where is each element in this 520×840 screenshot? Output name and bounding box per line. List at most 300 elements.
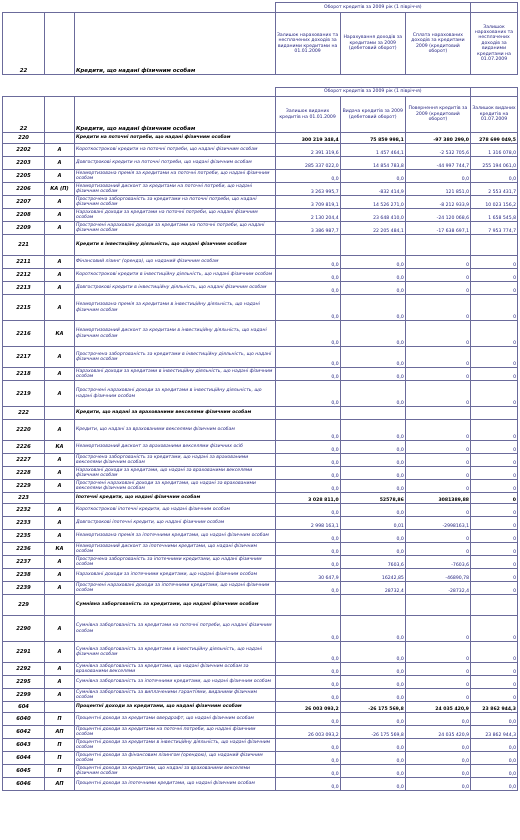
row-type: А [45,282,75,295]
row-value: 0,0 [275,713,340,726]
row-value: 0,0 [340,480,405,493]
row-type: А [45,209,75,222]
row-value: 0,0 [275,282,340,295]
row-type: А [45,256,75,269]
row-value: 0 [405,420,470,441]
row-name: Сумнівна заборгованість за іпотечними кредитами, що надані фізичним особам [75,676,276,689]
row-value: 0,0 [340,170,405,183]
row-value: 0,0 [275,454,340,467]
row-value: 0,0 [275,321,340,347]
table-row [3,530,518,543]
row-value: 0 [471,616,518,642]
row-type: П [45,739,75,752]
row-code: 2233 [3,517,45,530]
row-value [471,235,518,256]
gap [2,75,518,87]
row-value: 0 [471,493,518,504]
row-name: Сумнівна заборгованість за виплаченими гарантіями, виданими фізичним особам [75,689,276,702]
row-code: 6046 [3,778,45,791]
table-row [3,504,518,517]
row-name: Довгострокові іпотечні кредити, що надані фізичним особам [75,517,276,530]
blank-cell [45,3,75,13]
row-value: 0 [471,295,518,321]
row-code: 2213 [3,282,45,295]
row-code: 2209 [3,222,45,235]
row-value: 0 [405,454,470,467]
row-value: 26 003 093,2 [275,726,340,739]
row-code: 2295 [3,676,45,689]
row-value: 0 [471,420,518,441]
row-value: 0,0 [275,269,340,282]
row-value: 0,0 [340,441,405,454]
row-name: Неамортизована премія за іпотечними кредитами, що надані фізичним особам [75,530,276,543]
row-type: А [45,347,75,368]
row-value: 26 003 093,2 [275,702,340,713]
row-name: Кредити в інвестиційну діяльність, що надані фізичним особам [75,235,276,256]
row-value: 3 386 987,7 [275,222,340,235]
table-row [3,282,518,295]
row-code: 2220 [3,420,45,441]
table-row [3,569,518,582]
col-header: Залишок виданих кредитів на 01.07.2009 [471,97,518,133]
row-name: Іпотечні кредити, що надані фізичним особам [75,493,276,504]
row-type: А [45,642,75,663]
row-value: 3 263 995,7 [275,183,340,196]
row-code: 2239 [3,582,45,595]
row-code: 222 [3,407,45,420]
row-value [471,595,518,616]
row-code: 2291 [3,642,45,663]
row-value: 0 [405,642,470,663]
row-type: А [45,222,75,235]
col-header: Сплата нарахованих доходів за кредитами 2009 (кредитовий оборот) [405,13,470,75]
row-value: 75 859 998,1 [340,133,405,144]
row-code: 2229 [3,480,45,493]
row-value: -44 997 744,7 [405,157,470,170]
row-value: 0 [405,269,470,282]
row-value: 0,0 [275,381,340,407]
row-value: 0,0 [340,765,405,778]
row-value: 1 658 545,8 [471,209,518,222]
row-value: 0,0 [471,713,518,726]
blank-cell [3,3,45,13]
row-value: 0,0 [340,256,405,269]
row-name: Процентні доходи за кредитами на поточні потреби, що надані фізичним особам [75,726,276,739]
table-row [3,209,518,222]
row-value: 0,0 [340,530,405,543]
table-row [3,467,518,480]
row-name: Процентні доходи за кредитами в інвестиційну діяльність, що надані фізичним особам [75,739,276,752]
row-type: П [45,752,75,765]
row-value: 0,0 [340,752,405,765]
table-row [3,157,518,170]
row-value: 0,0 [340,381,405,407]
row-value [405,235,470,256]
table-row [3,295,518,321]
row-value: 0,0 [471,170,518,183]
row-value: 0,0 [405,170,470,183]
row-value: 0,0 [275,441,340,454]
row-type: КА (П) [45,183,75,196]
table-row [3,595,518,616]
row-value: 0,0 [340,467,405,480]
row-value: 0,0 [405,739,470,752]
row-value: 0,0 [340,347,405,368]
row-type [45,235,75,256]
row-name: Нараховані доходи за іпотечними кредитами, що надані фізичним особам [75,569,276,582]
row-code: 2216 [3,321,45,347]
row-name: Неамортизований дисконт за іпотечними кредитами, що надані фізичним особам [75,543,276,556]
row-value: 0,0 [275,543,340,556]
row-name: Нараховані доходи за кредитами, що надані за врахованими векселями фізичним особам [75,467,276,480]
row-value: 3081389,88 [405,493,470,504]
table-row [3,517,518,530]
row-name: Неамортизований дисконт за врахованими векселями фізичних осіб [75,441,276,454]
row-value: 0,0 [340,676,405,689]
row-name: Сумнівна заборгованість за кредитами, що надані фізичним особам за врахованими векселями [75,663,276,676]
row-name: Неамортизована премія за кредитами на поточні потреби, що надані фізичним особам [75,170,276,183]
row-value: 24 035 420,9 [405,702,470,713]
row-value: 0,0 [340,663,405,676]
row-value: 0 [405,676,470,689]
row-type: А [45,196,75,209]
row-value: 23 862 944,3 [471,726,518,739]
row-value: 23 648 410,0 [340,209,405,222]
table-row [3,133,518,144]
blank-cell [3,88,45,97]
row-value: 0 [471,368,518,381]
row-value: 0 [405,368,470,381]
row-code: 2208 [3,209,45,222]
row-value: 0 [405,441,470,454]
row-value: 0,0 [275,752,340,765]
row-type: А [45,663,75,676]
row-name: Неамортизований дисконт за кредитами в інвестиційну діяльність, що надані фізичним особам [75,321,276,347]
row-name: Короткострокові кредити в інвестиційну діяльність, що надані фізичним особам [75,269,276,282]
row-value: 0,0 [340,420,405,441]
row-type: А [45,157,75,170]
row-value: 0 [471,256,518,269]
row-value: 0 [405,321,470,347]
row-value: -832 414,9 [340,183,405,196]
row-type: А [45,517,75,530]
row-value: 0 [471,556,518,569]
row-value: 0,0 [471,765,518,778]
row-value [405,595,470,616]
row-code: 2211 [3,256,45,269]
row-value: 0 [405,480,470,493]
col-header: Залишок нарахованих та несплачених доходів за виданими кредитами на 01.07.2009 [471,13,518,75]
table-row [3,616,518,642]
table-row [3,196,518,209]
col-header: Нарахування доходів за кредитами за 2009 (дебетовий оборот) [340,13,405,75]
row-value: 0 [471,582,518,595]
row-code: 2215 [3,295,45,321]
blank-cell [75,88,276,97]
row-name: Довгострокові кредити на поточні потреби, що надані фізичним особам [75,157,276,170]
row-code: 6042 [3,726,45,739]
row-type: А [45,454,75,467]
row-value: 0 [405,347,470,368]
col-header: Залишок виданих кредитів на 01.01.2009 [275,97,340,133]
row-value [340,235,405,256]
row-name: Прострочені нараховані доходи за кредитами на поточні потреби, що надані фізичним особам [75,222,276,235]
row-value: 0 [471,454,518,467]
row-code: 2226 [3,441,45,454]
row-code: 604 [3,702,45,713]
row-code: 2207 [3,196,45,209]
row-value: 0,0 [275,368,340,381]
row-value: -17 638 697,1 [405,222,470,235]
row-value: 1 316 078,0 [471,144,518,157]
row-value: 0 [471,441,518,454]
table-row [3,702,518,713]
row-value: 0,0 [275,663,340,676]
row-name: Кредити, що надані за врахованими векселями фізичним особам [75,420,276,441]
row-code: 2206 [3,183,45,196]
row-value: 0 [405,256,470,269]
row-value: 0,0 [275,642,340,663]
row-value: 7603,6 [340,556,405,569]
row-type: А [45,556,75,569]
row-value: 52578,86 [340,493,405,504]
section-code: 22 [3,97,45,133]
row-value: 0,01 [340,517,405,530]
table-row [3,663,518,676]
table-row [3,407,518,420]
row-type [45,595,75,616]
row-value: 0,0 [340,713,405,726]
row-value: 0,0 [275,582,340,595]
row-value: 28732,4 [340,582,405,595]
row-value: 0,0 [275,504,340,517]
row-value: 0,0 [340,504,405,517]
row-value: 0,0 [405,752,470,765]
section-title: Кредити, що надані фізичним особам [75,13,276,75]
row-code: 2217 [3,347,45,368]
row-code: 6040 [3,713,45,726]
row-code: 223 [3,493,45,504]
row-value: 30 647,9 [275,569,340,582]
row-value: 0,0 [340,454,405,467]
row-type: А [45,676,75,689]
row-value: 255 194 061,0 [471,157,518,170]
row-value: 278 699 049,5 [471,133,518,144]
table-row [3,222,518,235]
table-row [3,713,518,726]
row-value: 22 205 484,1 [340,222,405,235]
row-value: 0,0 [340,642,405,663]
row-value: 0,0 [340,689,405,702]
row-value: 3 709 819,1 [275,196,340,209]
row-value: 2 391 319,6 [275,144,340,157]
row-type: П [45,765,75,778]
row-value: 0 [471,467,518,480]
row-type: АП [45,726,75,739]
row-code: 2238 [3,569,45,582]
row-value: 0 [405,689,470,702]
row-name: Нараховані доходи за кредитами на поточні потреби, що надані фізичним особам [75,209,276,222]
row-value: 16242,85 [340,569,405,582]
row-value: 0,0 [471,778,518,791]
row-value: 0 [405,663,470,676]
row-value: -28732,4 [405,582,470,595]
row-value: 2 130 204,4 [275,209,340,222]
row-value: 0,0 [405,765,470,778]
table-row [3,170,518,183]
table-row [3,642,518,663]
table-row [3,441,518,454]
row-value: 300 219 348,4 [275,133,340,144]
table-row [3,778,518,791]
row-value [275,407,340,420]
row-type: А [45,467,75,480]
row-code: 2237 [3,556,45,569]
row-type [45,133,75,144]
row-value: 0 [405,295,470,321]
row-type: А [45,144,75,157]
row-code: 2203 [3,157,45,170]
period-header: Оборот кредитів за 2009 рік (1 півріччя) [275,88,471,97]
row-name: Прострочена заборгованість за кредитами в інвестиційну діяльність, що надані фізичним особам [75,347,276,368]
blank-cell [471,88,518,97]
row-value: 0,0 [275,689,340,702]
table-row [3,480,518,493]
row-value: 0,0 [405,778,470,791]
blank-cell [45,88,75,97]
table-row [3,726,518,739]
row-value: 0 [405,543,470,556]
row-value [275,595,340,616]
row-value: 0 [471,480,518,493]
table-row [3,269,518,282]
row-value: -24 120 068,6 [405,209,470,222]
row-value: -97 380 299,0 [405,133,470,144]
section-code: 22 [3,13,45,75]
row-code: 2212 [3,269,45,282]
row-name: Довгострокові кредити в інвестиційну діяльність, що надані фізичним особам [75,282,276,295]
row-code: 6045 [3,765,45,778]
spreadsheet [2,2,518,791]
row-value: 0 [405,467,470,480]
row-value: 0,0 [340,282,405,295]
row-name: Кредити, що надані за врахованими векселями фізичним особам [75,407,276,420]
row-type: А [45,689,75,702]
row-type: А [45,381,75,407]
row-name: Неамортизований дисконт за кредитами на поточні потреби, що надані фізичним особам [75,183,276,196]
table-row [3,454,518,467]
table-row [3,556,518,569]
row-value: 0 [471,676,518,689]
table-row [3,420,518,441]
row-value: 285 337 022,0 [275,157,340,170]
row-type: А [45,582,75,595]
row-code: 6044 [3,752,45,765]
row-value: 0 [405,381,470,407]
row-value: 0 [471,282,518,295]
table-row [3,752,518,765]
row-code: 2227 [3,454,45,467]
row-name: Процентні доходи за кредитами, що надані фізичним особам [75,702,276,713]
row-value: 0,0 [340,616,405,642]
row-name: Прострочена заборгованість за іпотечними кредитами, що надані фізичним особам [75,556,276,569]
row-value: 0 [471,689,518,702]
row-value: -7603,6 [405,556,470,569]
row-code: 2236 [3,543,45,556]
row-value: 0,0 [471,752,518,765]
table-row [3,582,518,595]
row-code: 2235 [3,530,45,543]
row-type: А [45,368,75,381]
row-type [45,702,75,713]
row-name: Фінансовий лізинг (оренда), що наданий фізичним особам [75,256,276,269]
row-name: Кредити на поточні потреби, що надані фізичним особам [75,133,276,144]
row-code: 2202 [3,144,45,157]
row-code: 2205 [3,170,45,183]
row-type: А [45,616,75,642]
row-value: 0,0 [275,676,340,689]
row-value: 7 953 774,7 [471,222,518,235]
row-value: 24 035 420,9 [405,726,470,739]
row-code: 2219 [3,381,45,407]
row-name: Сумнівна заборгованість за кредитами на поточні потреби, що надані фізичним особам [75,616,276,642]
row-value: 0 [471,569,518,582]
table-row [3,368,518,381]
table-row [3,676,518,689]
row-value: -2998163,1 [405,517,470,530]
row-value: 0,0 [340,778,405,791]
row-code: 221 [3,235,45,256]
row-value: 14 854 783,8 [340,157,405,170]
row-value: 0,0 [275,295,340,321]
col-header: Видача кредитів за 2009 (дебетовий оборот) [340,97,405,133]
row-value: 0 [471,347,518,368]
table-row [3,235,518,256]
row-code: 6043 [3,739,45,752]
row-value: -2 532 705,6 [405,144,470,157]
row-name: Процентні доходи за кредитами, що надані за врахованими векселями фізичним особам [75,765,276,778]
row-value: -46890,78 [405,569,470,582]
row-name: Неамортизована премія за кредитами в інвестиційну діяльність, що надані фізичним особам [75,295,276,321]
row-value: 0,0 [340,269,405,282]
row-value: 0,0 [340,543,405,556]
row-type: А [45,269,75,282]
row-value: 0 [471,642,518,663]
row-type: А [45,569,75,582]
row-type: А [45,420,75,441]
row-value [275,235,340,256]
row-value: 0,0 [275,347,340,368]
row-value: 0 [471,517,518,530]
row-name: Прострочені нараховані доходи за кредитами в інвестиційну діяльність, що надані фізичним особам [75,381,276,407]
row-value: 10 023 156,2 [471,196,518,209]
row-name: Прострочена заборгованість за кредитами, що надані за врахованими векселями фізичним особам [75,454,276,467]
row-value [340,407,405,420]
row-value: 0,0 [275,467,340,480]
table-row [3,739,518,752]
row-value: 2 553 431,7 [471,183,518,196]
row-value: 0 [405,504,470,517]
row-name: Прострочені нараховані доходи за іпотечними кредитами, що надані фізичним особам [75,582,276,595]
row-name: Короткострокові кредити на поточні потреби, що надані фізичним особам [75,144,276,157]
row-value: 0 [471,663,518,676]
row-name: Прострочені нараховані доходи за кредитами, що надані за врахованими векселями фізичним особам [75,480,276,493]
row-code: 2218 [3,368,45,381]
table-row [3,689,518,702]
row-value: 0,0 [275,765,340,778]
row-value: 0,0 [275,170,340,183]
section-title: Кредити, що надані фізичним особам [75,97,276,133]
